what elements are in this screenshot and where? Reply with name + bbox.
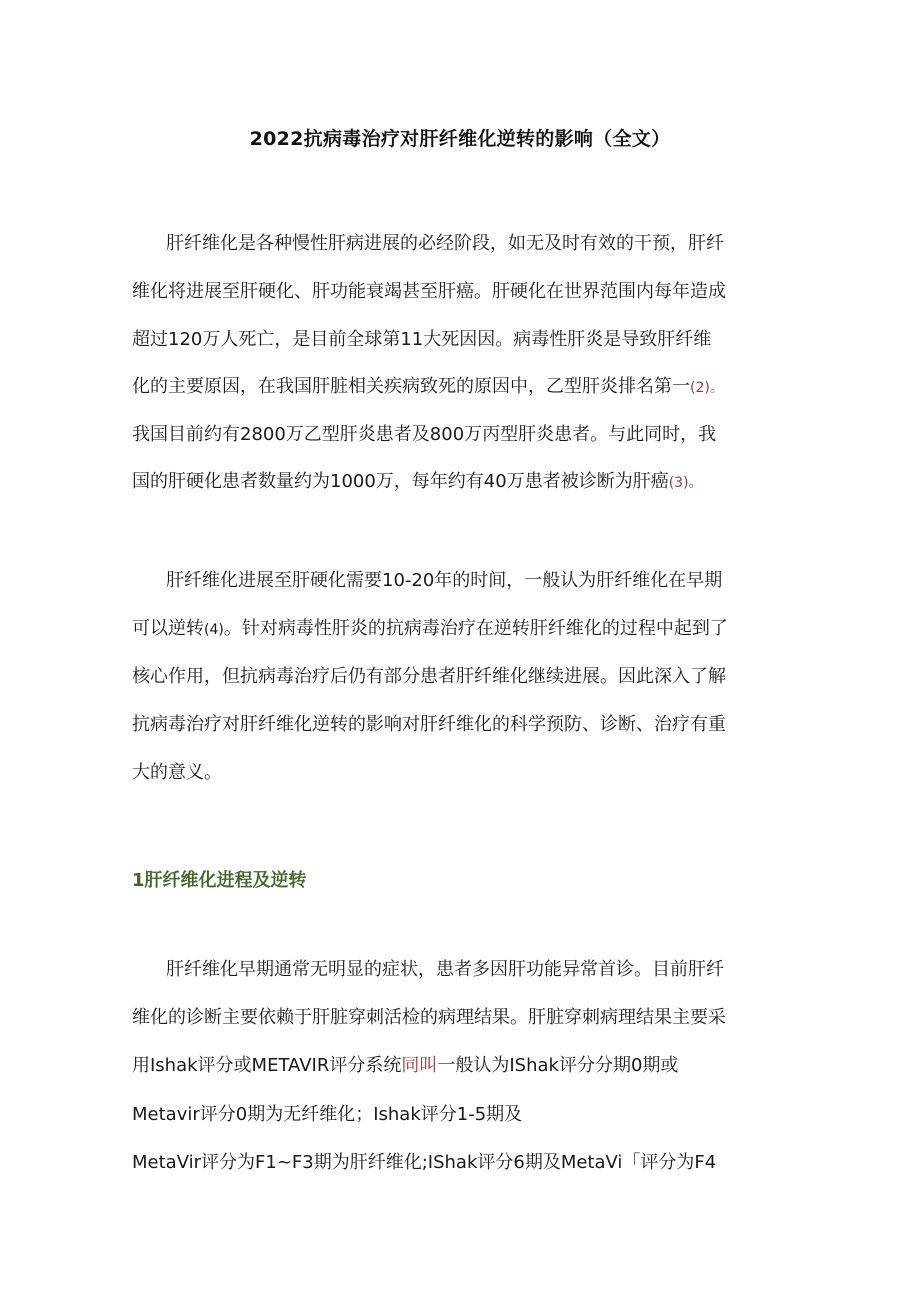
para2-line5: 大的意义。: [132, 762, 222, 783]
para1-line1: 肝纤维化是各种慢性肝病进展的必经阶段，如无及时有效的干预，肝纤: [166, 233, 724, 254]
para2-line2: [132, 617, 728, 642]
para2-line2-text-b: 。针对病毒性肝炎的抗病毒治疗在逆转肝纤维化的过程中起到了: [223, 618, 728, 639]
citation-ref-2[interactable]: (2)。: [690, 380, 724, 396]
para2-line2-text-a: 可以逆转: [132, 618, 204, 639]
para2-line3: 核心作用，但抗病毒治疗后仍有部分患者肝纤维化继续进展。因此深入了解: [132, 666, 726, 687]
para1-line5: 我国目前约有2800万乙型肝炎患者及800万丙型肝炎患者。与此同时，我: [132, 424, 717, 445]
citation-ref-3[interactable]: (3)。: [668, 475, 703, 491]
para3-line4: Metavir评分0期为无纤维化；Ishak评分1-5期及: [132, 1104, 523, 1125]
para1-line6: [132, 470, 703, 495]
para2-line4: 抗病毒治疗对肝纤维化逆转的影响对肝纤维化的科学预防、诊断、治疗有重: [132, 714, 726, 735]
citation-ref-5[interactable]: 同叫: [401, 1055, 438, 1076]
para3-line1: 肝纤维化早期通常无明显的症状，患者多因肝功能异常首诊。目前肝纤: [166, 959, 724, 980]
section-heading: 1肝纤维化进程及逆转: [132, 870, 307, 891]
para1-line3: 超过120万人死亡，是目前全球第11大死因因。病毒性肝炎是导致肝纤维: [132, 329, 712, 350]
para3-line2: 维化的诊断主要依赖于肝脏穿刺活检的病理结果。肝脏穿刺病理结果主要采: [132, 1007, 726, 1028]
para2-line1: 肝纤维化进展至肝硬化需要10-20年的时间，一般认为肝纤维化在早期: [166, 570, 723, 591]
para3-line3-text-a: 用Ishak评分或METAVIR评分系统: [132, 1055, 402, 1076]
para3-line5: MetaVir评分为F1~F3期为肝纤维化;IShak评分6期及MetaVi「评分为F4: [132, 1152, 717, 1173]
document-title: 2022抗病毒治疗对肝纤维化逆转的影响（全文）: [249, 128, 671, 150]
citation-ref-4[interactable]: (4): [204, 622, 224, 638]
para1-line4-text: 化的主要原因，在我国肝脏相关疾病致死的原因中，乙型肝炎排名第一: [132, 376, 690, 397]
para1-line2: 维化将进展至肝硬化、肝功能衰竭甚至肝癌。肝硬化在世界范围内每年造成: [132, 281, 726, 302]
para3-line3-text-b: 一般认为IShak评分分期0期或: [437, 1055, 679, 1076]
para3-line3: [132, 1054, 678, 1078]
para1-line4: [132, 375, 724, 400]
para1-line6-text: 国的肝硬化患者数量约为1000万，每年约有40万患者被诊断为肝癌: [132, 471, 669, 492]
